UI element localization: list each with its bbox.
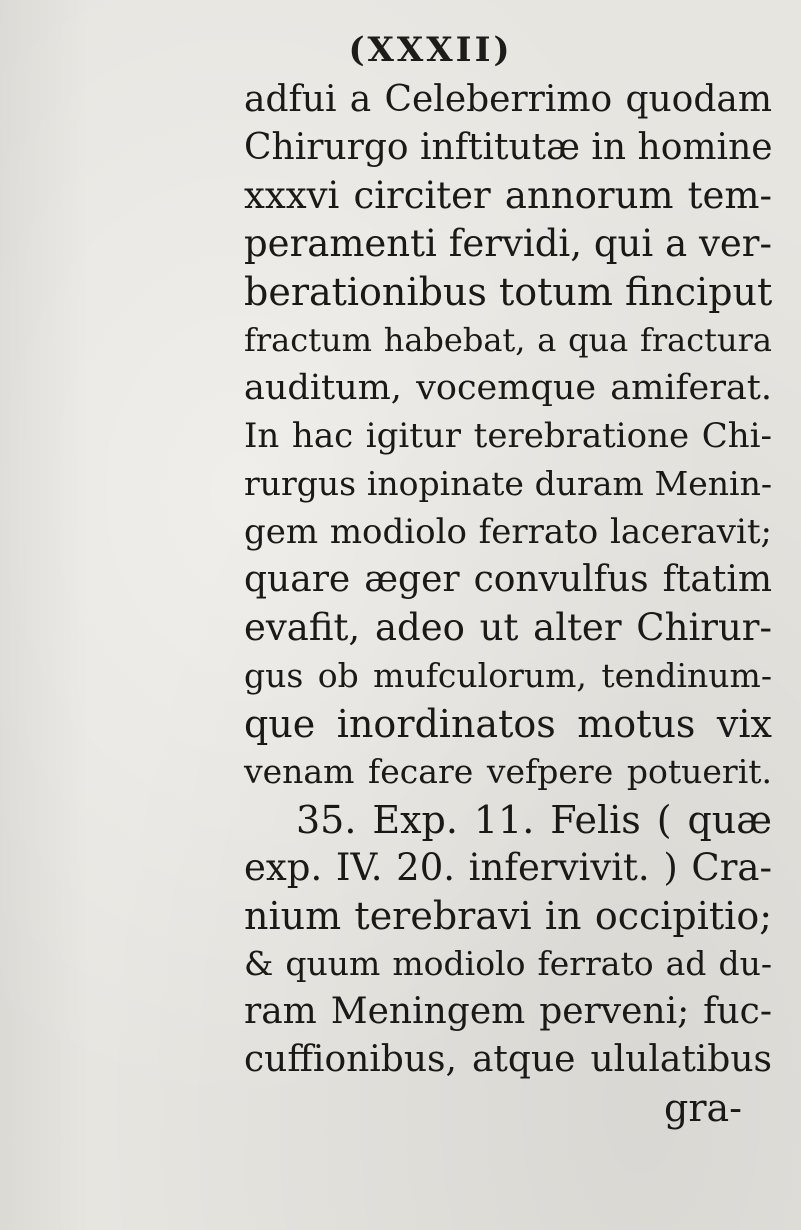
text-line: nium terebravi in occipitio;: [244, 894, 772, 938]
text-line: gem modiolo ferrato laceravit;: [244, 512, 772, 552]
running-head: [0, 30, 801, 70]
text-line: fractum habebat, a qua fractura: [244, 321, 772, 359]
text-line: xxxvi circiter annorum tem-: [244, 174, 772, 217]
body-text: [244, 76, 772, 1132]
text-line: auditum, vocemque amiferat.: [244, 368, 772, 408]
catchword: gra-: [664, 1086, 742, 1130]
text-line: evafit, adeo ut alter Chirur-: [244, 606, 772, 649]
text-line: peramenti fervidi, qui a ver-: [244, 222, 772, 265]
text-line: & quum modiolo ferrato ad du-: [244, 944, 772, 983]
text-line: que inordinatos motus vix: [244, 702, 772, 746]
text-line: cuffionibus, atque ululatibus: [244, 1039, 772, 1080]
text-line: In hac igitur terebratione Chi-: [244, 416, 772, 456]
text-line: berationibus totum finciput: [244, 270, 773, 314]
running-head-text: (XXXII): [348, 30, 513, 70]
text-line: Chirurgo inftitutæ in homine: [244, 127, 773, 168]
text-line: exp. IV. 20. infervivit. ) Cra-: [244, 846, 772, 889]
text-line: ram Meningem perveni; fuc-: [244, 991, 772, 1032]
text-line: quare æger convulfus ftatim: [244, 559, 772, 600]
paragraph-start-line: 35. Exp. 11. Felis ( quæ: [296, 798, 772, 842]
text-line: adfui a Celeberrimo quodam: [244, 79, 772, 120]
text-line: rurgus inopinate duram Menin-: [244, 464, 772, 503]
page-edge-shadow: [0, 0, 90, 1230]
text-line: venam fecare vefpere potuerit.: [244, 752, 772, 791]
text-line: gus ob mufculorum, tendinum-: [244, 656, 772, 695]
